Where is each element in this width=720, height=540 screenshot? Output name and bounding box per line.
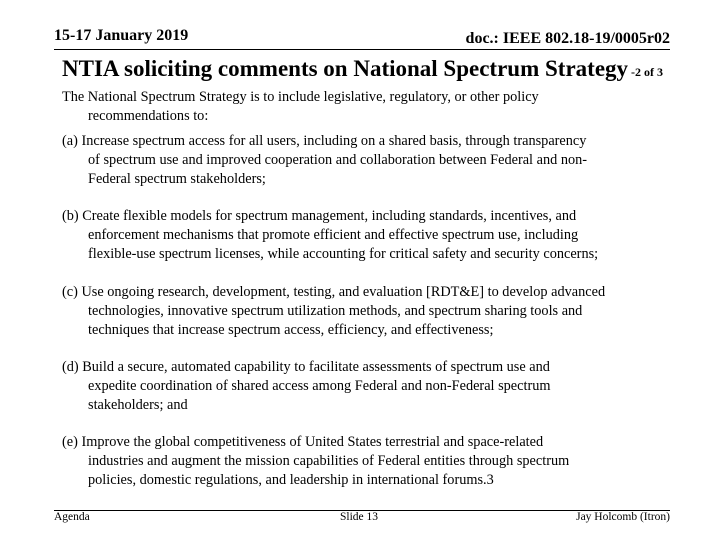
list-item-line: (e) Improve the global competitiveness of United States terrestrial and space-related — [62, 434, 544, 450]
list-item-line: of spectrum use and improved cooperation and collaboration between Federal and non- — [88, 152, 588, 169]
footer-author: Jay Holcomb (Itron) — [576, 511, 670, 523]
list-item-line: expedite coordination of shared access among Federal and non-Federal spectrum — [88, 378, 551, 395]
title-text: NTIA soliciting comments on National Spectrum Strategy — [62, 56, 629, 81]
header-rule — [54, 49, 670, 50]
list-item-line: (d) Build a secure, automated capability to facilitate assessments of spectrum use and — [62, 359, 550, 375]
list-item-line: industries and augment the mission capabilities of Federal entities through spectrum — [88, 453, 570, 470]
header-date: 15-17 January 2019 — [54, 27, 189, 44]
list-item-line: flexible-use spectrum licenses, while accounting for critical safety and security concerns; — [88, 246, 599, 263]
intro-line: The National Spectrum Strategy is to include legislative, regulatory, or other policy — [62, 89, 539, 105]
intro-line: recommendations to: — [88, 108, 209, 124]
list-item-line: (c) Use ongoing research, development, testing, and evaluation [RDT&E] to develop advanced — [62, 284, 606, 300]
title-suffix: -2 of 3 — [628, 65, 664, 79]
footer-slide-number: Slide 13 — [340, 511, 379, 523]
list-item-line: policies, domestic regulations, and leadership in international forums.3 — [88, 472, 494, 489]
list-item-line: enforcement mechanisms that promote efficient and effective spectrum use, including — [88, 227, 579, 244]
list-item-line: (b) Create flexible models for spectrum management, including standards, incentives, and — [62, 208, 577, 224]
footer-left: Agenda — [54, 511, 90, 523]
header-doc-id: doc.: IEEE 802.18-19/0005r02 — [465, 30, 670, 47]
list-item-line: Federal spectrum stakeholders; — [88, 171, 266, 188]
page-title — [62, 56, 663, 82]
list-item-line: technologies, innovative spectrum utilization methods, and spectrum sharing tools and — [88, 303, 583, 320]
list-item-line: stakeholders; and — [88, 397, 188, 414]
list-item-line: (a) Increase spectrum access for all users, including on a shared basis, through transparency — [62, 133, 587, 149]
list-item-line: techniques that increase spectrum access, efficiency, and effectiveness; — [88, 322, 494, 339]
